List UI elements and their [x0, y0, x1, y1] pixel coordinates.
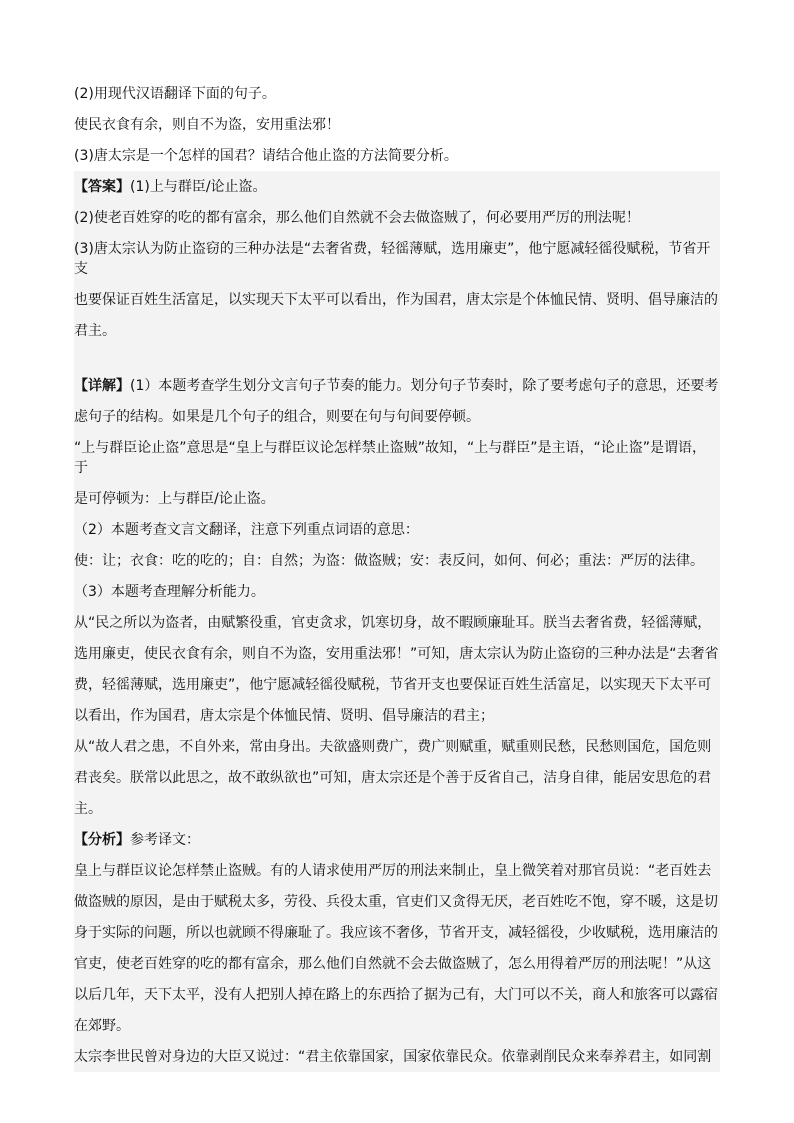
analysis-block: [74, 824, 720, 1072]
question-3-title: (3)唐太宗是一个怎样的国君？请结合他止盗的方法简要分析。: [74, 148, 458, 164]
answer-3-line-3: 君主。: [74, 323, 116, 339]
analysis-p1-line-2: 做盗贼的原因，是由于赋税太多，劳役、兵役太重，官吏们又贪得无厌，老百姓吃不饱，穿不暖，这是切: [74, 894, 718, 910]
detail-p7-line-3: 主。: [74, 801, 102, 817]
detail-p6-line-4: 以看出，作为国君，唐太宗是个体恤民情、贤明、倡导廉洁的君主；: [74, 708, 494, 724]
detail-block: [74, 370, 720, 824]
answer-block: [74, 171, 720, 370]
answer-3-line-1: (3)唐太宗认为防止盗窃的三种办法是“去奢省费，轻徭薄赋，选用廉吏”，他宁愿减轻徭役赋税，节省开支: [74, 241, 711, 277]
question-2-sentence: 使民衣食有余，则自不为盗，安用重法邪！: [74, 117, 340, 133]
question-2-title: (2)用现代汉语翻译下面的句子。: [74, 86, 276, 102]
analysis-label: 【分析】: [74, 832, 130, 848]
document-body: [74, 78, 720, 1072]
detail-p7-line-1: 从“故人君之患，不自外来，常由身出。夫欲盛则费广，费广则赋重，赋重则民愁，民愁则国危，国危则: [74, 739, 712, 755]
analysis-p1-line-5: 以后几年，天下太平，没有人把别人掉在路上的东西拾了据为己有，大门可以不关，商人和旅客可以露宿: [74, 987, 718, 1003]
detail-p2-line-1: “上与群臣论止盗”意思是“皇上与群臣议论怎样禁止盗贼”故知，“上与群臣”是主语，“论止盗”是谓语，于: [74, 440, 707, 476]
detail-p6-line-2: 选用廉吏，使民衣食有余，则自不为盗，安用重法邪！”可知，唐太宗认为防止盗窃的三种办法是“去奢省: [74, 646, 719, 662]
analysis-p1-line-4: 官吏，使老百姓穿的吃的都有富余，那么他们自然就不会去做盗贼了，怎么用得着严厉的刑法呢！”从这: [74, 956, 712, 972]
answer-spacer: [74, 346, 720, 370]
answer-2: (2)使老百姓穿的吃的都有富余，那么他们自然就不会去做盗贼了，何必要用严厉的刑法呢！: [74, 210, 640, 226]
answer-1: (1)上与群臣/论止盗。: [130, 179, 267, 195]
answer-label: 【答案】: [74, 179, 130, 195]
answer-line-1: [74, 171, 720, 202]
detail-p1-line-2: 虑句子的结构。如果是几个句子的组合，则要在句与句间要停顿。: [74, 409, 480, 425]
detail-p4: 使：让；衣食：吃的吃的；自：自然；为盗：做盗贼；安：表反问，如何、何必；重法：严厉的法律。: [74, 553, 704, 569]
analysis-p1-line-3: 身于实际的问题，所以也就顾不得廉耻了。我应该不奢侈，节省开支，减轻徭役，少收赋税，选用廉洁的: [74, 925, 718, 941]
detail-p6-line-3: 费，轻徭薄赋，选用廉吏”，他宁愿减轻徭役赋税，节省开支也要保证百姓生活富足，以实现天下太平可: [74, 677, 712, 693]
answer-3-line-2: 也要保证百姓生活富足，以实现天下太平可以看出，作为国君，唐太宗是个体恤民情、贤明、倡导廉洁的: [74, 292, 718, 308]
detail-p1-line-1: 【详解】(1）本题考查学生划分文言句子节奏的能力。划分句子节奏时，除了要考虑句子的意思，还要考: [74, 378, 719, 394]
analysis-p1-line-6: 在郊野。: [74, 1018, 130, 1034]
detail-p5: （3）本题考查理解分析能力。: [74, 584, 265, 600]
detail-p7-line-2: 君丧矣。朕常以此思之，故不敢纵欲也”可知，唐太宗还是个善于反省自己，洁身自律，能居安思危的君: [74, 770, 712, 786]
detail-p2-line-2: 是可停顿为：上与群臣/论止盗。: [74, 491, 275, 507]
analysis-p1-line-1: 皇上与群臣议论怎样禁止盗贼。有的人请求使用严厉的刑法来制止，皇上微笑着对那官员说：“老百姓去: [74, 863, 712, 879]
detail-p6-line-1: 从“民之所以为盗者，由赋繁役重，官吏贪求，饥寒切身，故不暇顾廉耻耳。朕当去奢省费，轻徭薄赋，: [74, 615, 712, 631]
detail-label: 【详解】: [74, 378, 130, 394]
analysis-p2-line-1: 太宗李世民曾对身边的大臣又说过：“君主依靠国家，国家依靠民众。依靠剥削民众来奉养君主，如同割: [74, 1049, 712, 1065]
analysis-intro-line: 【分析】参考译文：: [74, 832, 200, 848]
detail-p3: （2）本题考查文言文翻译，注意下列重点词语的意思：: [74, 522, 419, 538]
